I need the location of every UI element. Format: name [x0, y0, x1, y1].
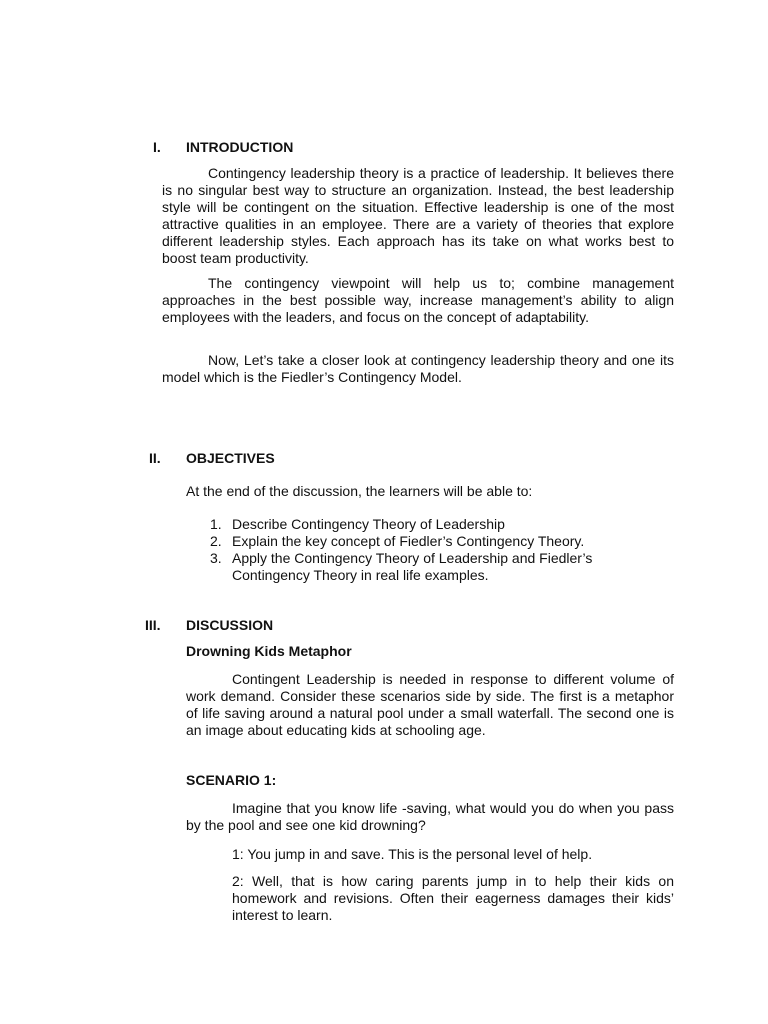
section-number-intro: I. [153, 139, 161, 155]
section-title-intro: INTRODUCTION [186, 139, 294, 155]
objectives-lead: At the end of the discussion, the learners will be able to: [186, 483, 533, 499]
scenario-point-1: 1: You jump in and save. This is the personal level of help. [232, 846, 593, 862]
list-item [186, 550, 646, 584]
list-item-number: 2. [210, 533, 222, 549]
section-title-objectives: OBJECTIVES [186, 450, 275, 466]
intro-paragraph-3: Now, Let’s take a closer look at contingency leadership theory and one its model which is the Fiedler’s Contingency Model. [162, 352, 674, 385]
intro-paragraph-2: The contingency viewpoint will help us to; combine management approaches in the best possible way, increase management’s ability to align employees with the leaders, and focus on the concept of adaptability. [162, 275, 674, 325]
scenario-point-2: 2: Well, that is how caring parents jump in to help their kids on homework and revisions. Often their eagerness damages their kids’ interest to learn. [232, 873, 674, 923]
scenario-title: SCENARIO 1: [186, 772, 277, 788]
list-item [186, 533, 646, 550]
list-item-number: 3. [210, 550, 222, 566]
section-title-discussion: DISCUSSION [186, 617, 274, 633]
list-item-text: Explain the key concept of Fiedler’s Contingency Theory. [232, 533, 585, 549]
list-item-text: Describe Contingency Theory of Leadership [232, 516, 505, 532]
objectives-list [186, 516, 646, 584]
section-number-objectives: II. [149, 450, 161, 466]
list-item-number: 1. [210, 516, 222, 532]
discussion-paragraph: Contingent Leadership is needed in response to different volume of work demand. Consider these scenarios side by side. The first is a metaphor of life saving around a natural pool under a small waterfall. The second one is an image about educating kids at schooling age. [186, 671, 674, 738]
list-item [186, 516, 646, 533]
subheading-drowning-kids: Drowning Kids Metaphor [186, 643, 352, 659]
list-item-text: Apply the Contingency Theory of Leadership and Fiedler’s Contingency Theory in real life examples. [232, 550, 593, 583]
scenario-text: Imagine that you know life -saving, what would you do when you pass by the pool and see one kid drowning? [186, 800, 674, 833]
intro-paragraph-1: Contingency leadership theory is a practice of leadership. It believes there is no singular best way to structure an organization. Instead, the best leadership style will be contingent on the situation. Effective leadership is one of the most attractive qualities in an employee. There are a variety of theories that explore different leadership styles. Each approach has its take on what works best to boost team productivity. [162, 165, 674, 266]
section-number-discussion: III. [145, 617, 161, 633]
